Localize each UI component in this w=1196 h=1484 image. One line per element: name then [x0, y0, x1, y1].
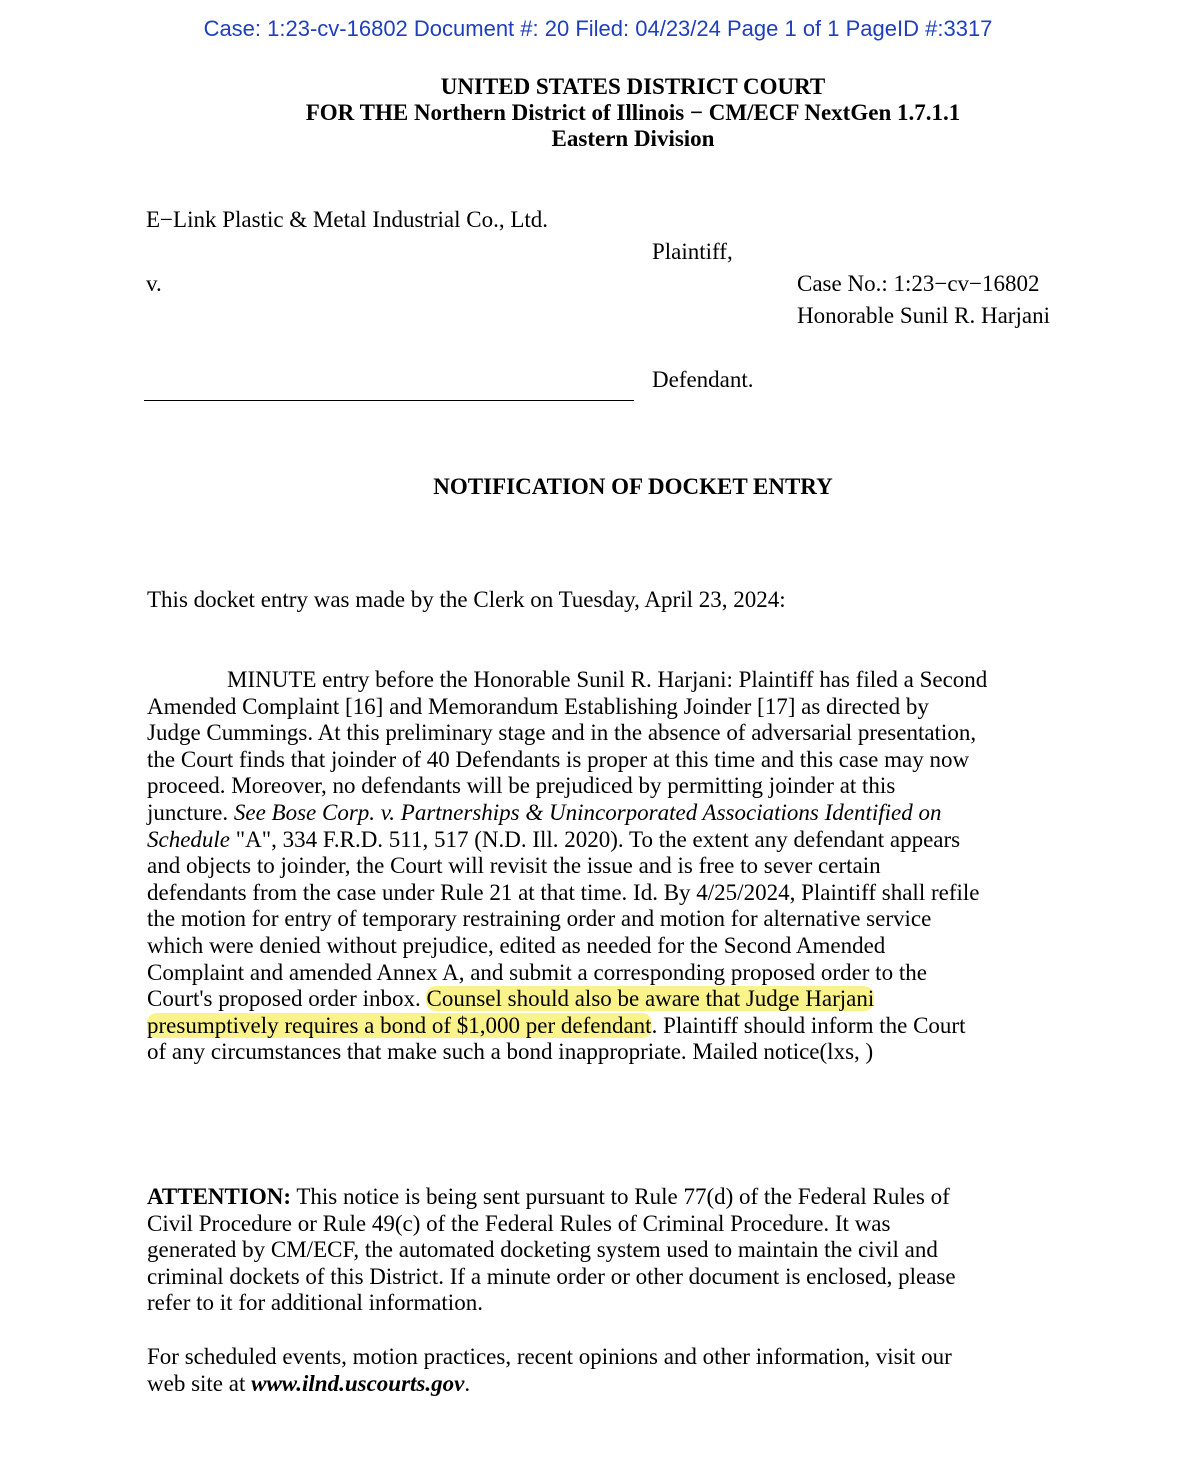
court-title-line3: Eastern Division [551, 126, 715, 151]
attention-notice [147, 1184, 1147, 1317]
minute-line: Amended Complaint [16] and Memorandum Establishing Joinder [17] as directed by [147, 693, 929, 719]
case-header: Case: 1:23-cv-16802 Document #: 20 Filed: 04/23/24 Page 1 of 1 PageID #:3317 [203, 16, 993, 41]
minute-line: of any circumstances that make such a bond inappropriate. Mailed notice(lxs, ) [147, 1039, 874, 1065]
minute-text: Court's proposed order inbox. [147, 986, 427, 1012]
minute-line [147, 986, 1147, 1013]
defendant-label: Defendant. [652, 367, 754, 392]
footer-text: . [464, 1370, 471, 1396]
minute-line: the Court finds that joinder of 40 Defendants is proper at this time and this case may now [147, 746, 970, 772]
attention-line: Civil Procedure or Rule 49(c) of the Federal Rules of Criminal Procedure. It was [147, 1210, 891, 1236]
case-citation: Schedule [147, 826, 231, 852]
attention-text: This notice is being sent pursuant to Rule 77(d) of the Federal Rules of [291, 1184, 950, 1209]
judge-name: Honorable Sunil R. Harjani [797, 303, 1050, 328]
footer-line [147, 1371, 1147, 1398]
versus: v. [146, 271, 162, 296]
minute-line [147, 827, 1147, 854]
notice-title: NOTIFICATION OF DOCKET ENTRY [433, 474, 833, 499]
attention-line: generated by CM/ECF, the automated docketing system used to maintain the civil and [147, 1237, 938, 1263]
footer-notice [147, 1344, 1147, 1397]
minute-line: Judge Cummings. At this preliminary stage and in the absence of adversarial presentation, [147, 720, 977, 746]
plaintiff-name: E−Link Plastic & Metal Industrial Co., Ltd. [146, 207, 549, 232]
minute-line: which were denied without prejudice, edited as needed for the Second Amended [147, 932, 886, 958]
court-title-line2: FOR THE Northern District of Illinois − CM/ECF NextGen 1.7.1.1 [305, 100, 961, 125]
minute-line: defendants from the case under Rule 21 at that time. Id. By 4/25/2024, Plaintiff shall refile [147, 879, 980, 905]
entry-intro: This docket entry was made by the Clerk on Tuesday, April 23, 2024: [147, 587, 786, 612]
caption-divider [144, 400, 634, 401]
minute-line: MINUTE entry before the Honorable Sunil R. Harjani: Plaintiff has filed a Second [227, 667, 988, 692]
attention-line: refer to it for additional information. [147, 1290, 483, 1316]
website-link[interactable]: www.ilnd.uscourts.gov [251, 1370, 465, 1396]
court-title [0, 74, 1196, 152]
minute-line: Complaint and amended Annex A, and submit a corresponding proposed order to the [147, 959, 927, 985]
minute-text: "A", 334 F.R.D. 511, 517 (N.D. Ill. 2020). To the extent any defendant appears [230, 826, 961, 852]
minute-line [147, 800, 1147, 827]
attention-line [147, 1184, 1147, 1211]
minute-line: the motion for entry of temporary restraining order and motion for alternative service [147, 906, 932, 932]
minute-entry [147, 667, 1147, 1066]
attention-line: criminal dockets of this District. If a minute order or other document is enclosed, please [147, 1263, 956, 1289]
highlighted-text: presumptively requires a bond of $1,000 per defendant [147, 1012, 652, 1038]
case-number: Case No.: 1:23−cv−16802 [797, 271, 1040, 296]
attention-label: ATTENTION: [147, 1184, 291, 1209]
plaintiff-label: Plaintiff, [652, 239, 733, 264]
minute-text: . Plaintiff should inform the Court [651, 1012, 966, 1038]
minute-line: proceed. Moreover, no defendants will be prejudiced by permitting joinder at this [147, 773, 896, 799]
court-title-line1: UNITED STATES DISTRICT COURT [440, 74, 826, 99]
highlighted-text: Counsel should also be aware that Judge Harjani [426, 986, 875, 1012]
footer-line: For scheduled events, motion practices, recent opinions and other information, visit our [147, 1344, 952, 1369]
footer-text: web site at [147, 1370, 252, 1396]
minute-line: and objects to joinder, the Court will revisit the issue and is free to sever certain [147, 853, 881, 879]
minute-line [147, 1013, 1147, 1040]
case-citation: See Bose Corp. v. Partnerships & Unincorporated Associations Identified on [233, 799, 942, 825]
minute-text: juncture. [147, 799, 234, 825]
